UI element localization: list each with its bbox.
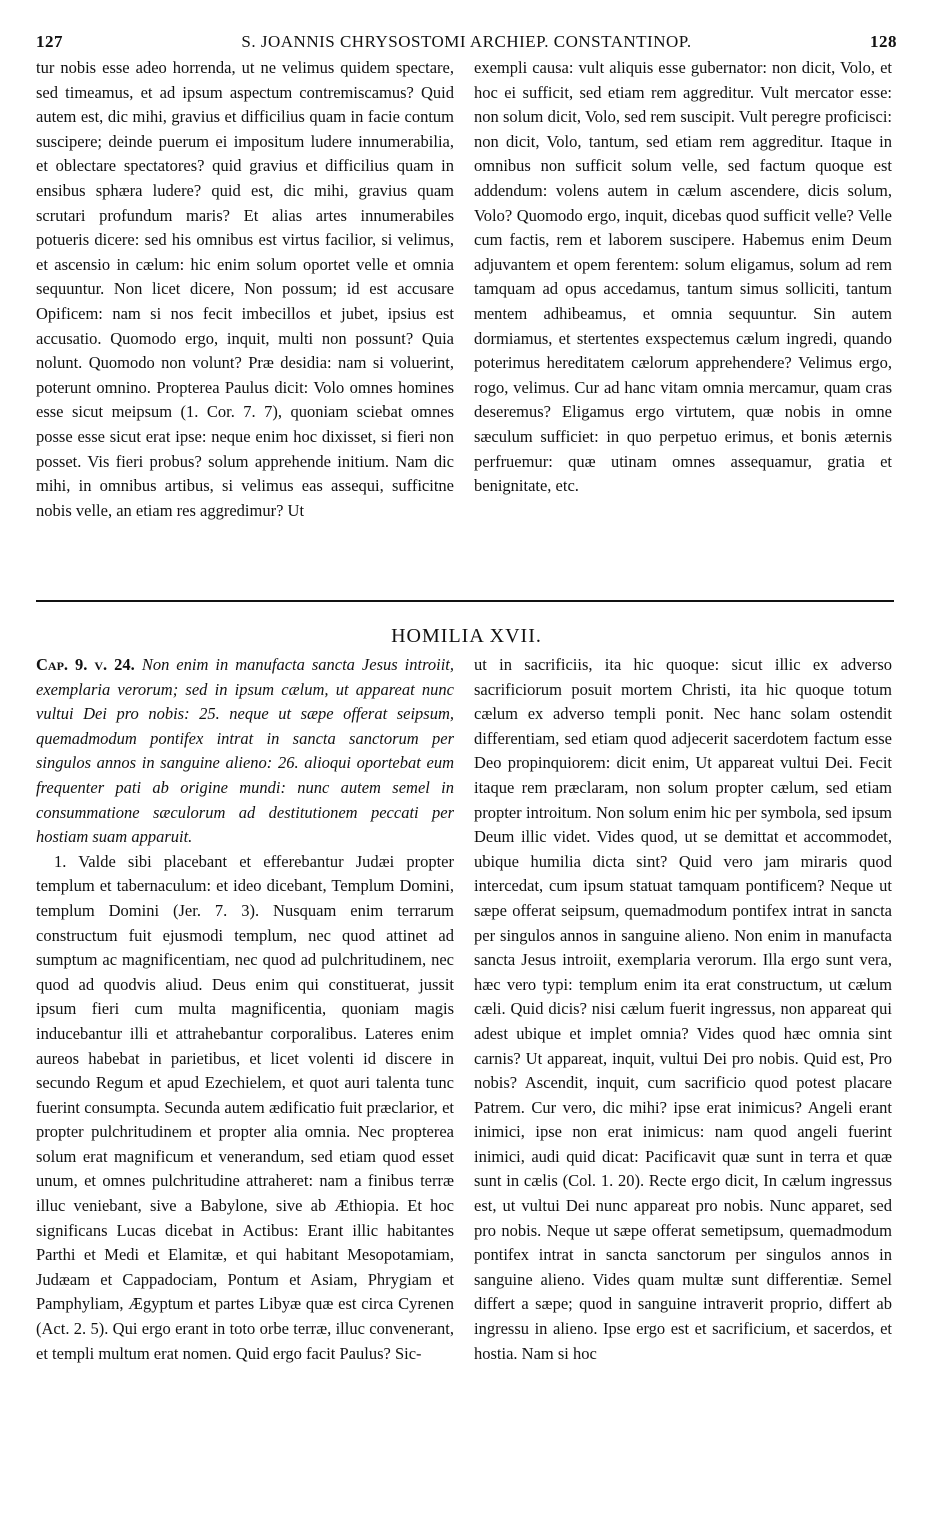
- scripture-verse: [36, 653, 454, 850]
- paragraph: tur nobis esse adeo horrenda, ut ne velimus quidem spectare, sed timeamus, et ad ipsum aspectum contremiscamus? Quid autem est, dic mihi, gravius et difficilius quam in facie contum suscipere; deinde puerum ei impositum ludere innumerabilia, et oblectare spectatores? quid gravius et difficilius quam in ensibus sphæra ludere? quid est, dic mihi, gravius quam scrutari profundum maris? Et alias artes innumerabiles potueris dicere: sed his omnibus est virtus facilior, si velimus, et ascensio in cælum: hic enim solum oportet velle et omnia sequuntur. Non licet dicere, Non possum; id est accusare Opificem: nam si nos fecit imbecillos et jubet, ipsius est accusatio. Quomodo ergo, inquit, multi non possunt? Quia nolunt. Quomodo non volunt? Præ desidia: nam si voluerint, poterunt omnino. Propterea Paulus dicit: Volo omnes homines esse sicut meipsum (1. Cor. 7. 7), quoniam sciebat omnes posse esse sicut erat ipse: neque enim hoc dixisset, si fieri non posset. Vis fieri probus? solum apprehende initium. Nam dic mihi, in omnibus artibus, si velimus eas assequi, sufficitne nobis velle, an etiam res aggredimur? Ut: [36, 58, 454, 520]
- verse-text: Non enim in manufacta sancta Jesus introiit, exemplaria verorum; sed in ipsum cælum, ut appareat nunc vultui Dei pro nobis: 25. neque ut sæpe offerat seipsum, quemadmodum pontifex intrat in sancta sanctorum per singulos annos in sanguine alieno: 26. alioqui oportebat eum frequenter pati ab origine mundi: nunc autem semel in consummatione sæculorum ad destitutionem peccati per hostiam suam apparuit.: [36, 655, 455, 847]
- homily-title: HOMILIA XVII.: [391, 625, 542, 647]
- running-title: S. JOANNIS CHRYSOSTOMI ARCHIEP. CONSTANTINOP.: [241, 32, 692, 51]
- paragraph: ut in sacrificiis, ita hic quoque: sicut illic ex adverso sacrificiorum posuit mortem Christi, ita hic quoque totum cælum ex adverso templi ponit. Nec hanc solam ostendit differentiam, sed etiam quod adjecerit sacerdotem factum esse Deo propinquiorem: dicit enim, Ut appareat vultui Dei. Fecit itaque rem præclaram, non solum propter cælum, sed etiam propter introitum. Non solum enim hic per symbola, sed ipsum Deum illic videt. Vides quod, ut se demittat et accommodet, ubique humilia dicta sint? Quid vero jam miraris quod intercedat, cum ipsum statuat tamquam pontificem? Neque ut sæpe offerat seipsum, quemadmodum pontifex intrat in sancta per singulos annos in sanguine alieno. Non enim in manufacta sancta Jesus introiit, exemplaria verorum. Illa ergo sunt vera, hæc vero typi: templum enim ita erat constructum, ut cælum cæli. Quid dicis? nisi cælum fuerit ingressus, non appareat qui adest ubique et implet omnia? Vides quod hæc omnia sint carnis? Ut appareat, inquit, vultui Dei pro nobis. Quid est, Pro nobis? Ascendit, inquit, cum sacrificio quod potest placare Patrem. Cur vero, dic mihi? ipse erat inimicus? Angeli erant inimici, ipse non erat inimicus: nam quod angeli fuerint inimici, audi quid dicat: Pacificavit quæ sunt in terra et quæ sunt in cælis (Col. 1. 20). Recte ergo dicit, In cælum ingressus est, ut vultui Dei nunc appareat pro nobis. Nunc apparet, sed pro nobis. Neque ut sæpe offerat semetipsum, quemadmodum pontifex intrat in sancta sanctorum per singulos annos in sanguine alieno. Vides quam multæ sunt differentiæ. Semel differt a sæpe; quod in sanguine intraverit proprio, differt ab ingressu in alieno. Ipse ergo est et sacrificium, et sacerdos, et hostia. Nam si hoc: [474, 655, 892, 1363]
- column-top-right: [474, 56, 892, 499]
- paragraph: exempli causa: vult aliquis esse gubernator: non dicit, Volo, et hoc ei sufficit, sed etiam rem aggreditur. Vult mercator esse: non solum dicit, Volo, sed rem suscipit. Vult peregre proficisci: non dicit, Volo, tantum, sed etiam rem aggreditur. Itaque in omnibus non sufficit solum velle, sed factum quoque est addendum: volens autem in cælum ascendere, dicis solum, Volo? Quomodo ergo, inquit, dicebas quod sufficit velle? Velle cum factis, rem et laborem suscipere. Habemus enim Deum adjuvantem et opem ferentem: solum eligamus, solum ad rem tamquam ad opus accedamus, tantum simus solliciti, tantum mentem adhibeamus, et omnia sequuntur. Sin autem dormiamus, et stertentes exspectemus cælum ingredi, quando poterimus hereditatem cælorum apprehendere? Velimus ergo, rogo, velimus. Cur ad hanc vitam omnia mercamur, quam cras deseremus? Eligamus ergo virtutem, quæ nobis in omne sæculum sufficiet: in quo perpetuo erimus, et bonis æternis perfruemur: quæ utinam omnes assequamur, gratia et benignitate, etc.: [474, 58, 892, 496]
- column-bottom-right: [474, 653, 892, 1366]
- column-bottom-left: [36, 653, 454, 1366]
- page-number-left: 127: [36, 32, 63, 51]
- paragraph: 1. Valde sibi placebant et efferebantur Judæi propter templum et tabernaculum: et ideo dicebant, Templum Domini, templum Domini (Jer. 7. 3). Nusquam enim terrarum constructum fuit ejusmodi templum, nec quod attinet ad sumptum ac magnificentiam, nec quod ad pulchritudinem, nec quod ad quodvis aliud. Deus enim qui constituerat, jussit ipsum fieri cum multa magnificentia, quoniam magis inducebantur illi et attrahebantur corporalibus. Lateres enim aureos habebat in parietibus, et licet volenti id discere in secundo Regum et apud Ezechielem, et quot auri talenta tunc fuerint consumpta. Secunda autem ædificatio fuit præclarior, et propter pulchritudinem et propter alia omnia. Nec propterea solum erat magnificum et venerandum, sed etiam quod esset unum, et omnes pulchritudine attraheret: nam a finibus terræ illuc veniebant, sive a Babylone, sive ab Æthiopia. Et hoc significans Lucas dicebat in Actibus: Erant illic habitantes Parthi et Medi et Elamitæ, et qui habitant Mesopotamiam, Judæam et Cappadociam, Pontum et Asiam, Phrygiam et Pamphyliam, Ægyptum et partes Libyæ quæ est circa Cyrenen (Act. 2. 5). Qui ergo erant in toto orbe terræ, illuc convenerant, et templi multum erat nomen. Quid ergo facit Paulus? Sic-: [36, 851, 454, 1363]
- page-header: [36, 30, 897, 56]
- verse-reference: Cap. 9. v. 24.: [36, 655, 135, 674]
- section-divider: [36, 600, 894, 602]
- page-number-right: 128: [870, 32, 897, 51]
- column-top-left: [36, 56, 454, 523]
